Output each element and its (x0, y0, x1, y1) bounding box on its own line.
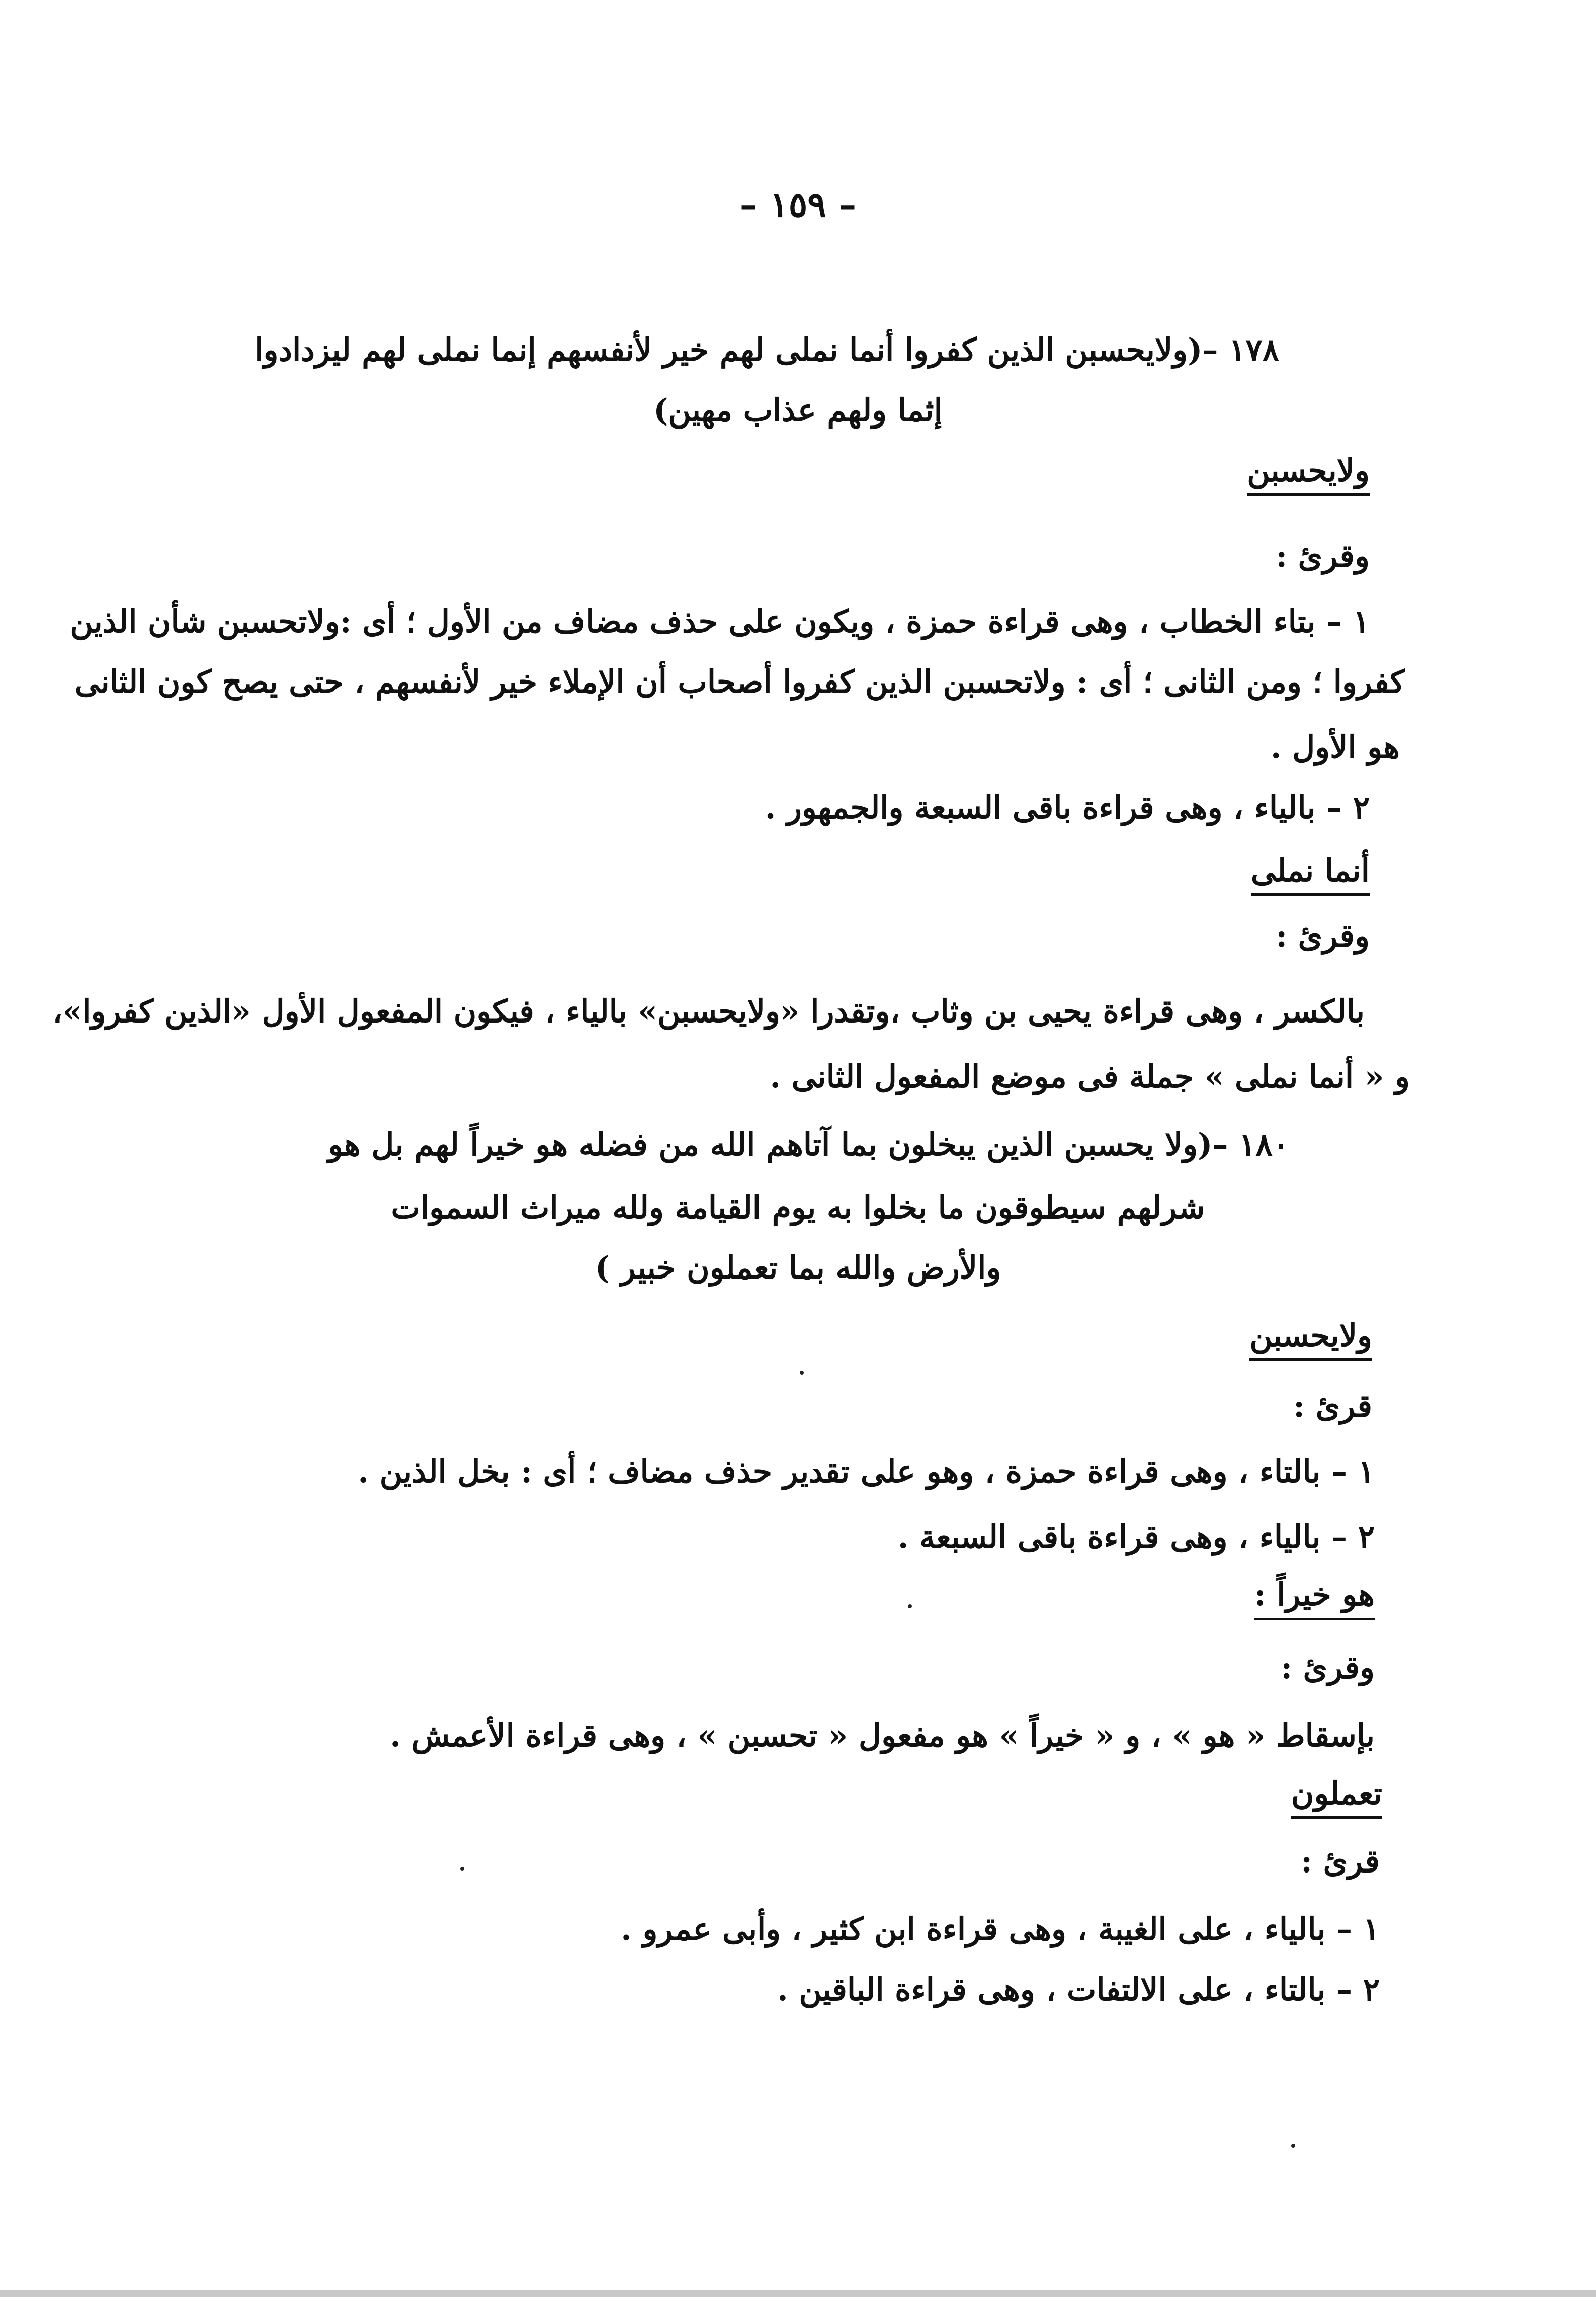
verse-180-line-2: شرلهم سيطوقون ما بخلوا به يوم القيامة ولله ميراث السموات (391, 1189, 1205, 1226)
paragraph-1-line-1: ١ – بتاء الخطاب ، وهى قراءة حمزة ، ويكون على حذف مضاف من الأول ؛ أى :ولاتحسبن شأن الذين (70, 603, 1370, 640)
page-number: – ١٥٩ – (739, 184, 857, 225)
qurie-label-5: قرئ : (1301, 1843, 1380, 1880)
scan-speck (908, 1604, 912, 1608)
paragraph-3-line-2: و « أنما نملى » جملة فى موضع المفعول الثانى . (770, 1058, 1410, 1095)
qurie-label-4: وقرئ : (1281, 1649, 1375, 1686)
heading-huwa-khayran: هو خيراً : (1254, 1579, 1375, 1620)
paragraph-7: ١ – بالياء ، على الغيبة ، وهى قراءة ابن كثير ، وأبى عمرو . (621, 1911, 1380, 1947)
paragraph-8: ٢ – بالتاء ، على الالتفات ، وهى قراءة الباقين . (777, 1971, 1380, 2008)
paragraph-6: بإسقاط « هو » ، و « خيراً » هو مفعول « تحسبن » ، وهى قراءة الأعمش . (390, 1717, 1375, 1754)
verse-180-line-1: ١٨٠ –(ولا يحسبن الذين يبخلون بما آتاهم الله من فضله هو خيراً لهم بل هو (327, 1126, 1289, 1163)
scan-speck (1291, 2144, 1295, 2148)
paragraph-1-line-3: هو الأول . (1270, 729, 1400, 765)
paragraph-5: ٢ – بالياء ، وهى قراءة باقى السبعة . (897, 1518, 1375, 1555)
heading-wala-yahsabanna-1: ولايحسبن (1247, 455, 1370, 496)
page-bottom-edge (0, 2290, 1596, 2297)
heading-taamaloon: تعملون (1291, 1778, 1382, 1819)
verse-178-line-2: إثما ولهم عذاب مهين) (653, 392, 943, 429)
qurie-label-3: قرئ : (1293, 1388, 1372, 1424)
qurie-label-1: وقرئ : (1276, 538, 1370, 574)
paragraph-1-line-2: كفروا ؛ ومن الثانى ؛ أى : ولاتحسبن الذين كفروا أصحاب أن الإملاء خير لأنفسهم ، حتى يصح كون الثانى (74, 663, 1405, 700)
verse-178-line-1: ١٧٨ –(ولايحسبن الذين كفروا أنما نملى لهم خير لأنفسهم إنما نملى لهم ليزدادوا (255, 331, 1279, 368)
scan-speck (460, 1867, 464, 1871)
heading-annama-numli: أنما نملى (1251, 855, 1370, 896)
heading-wala-yahsabanna-2: ولايحسبن (1249, 1320, 1372, 1361)
paragraph-3-line-1: بالكسر ، وهى قراءة يحيى بن وثاب ،وتقدرا «ولايحسبن» بالياء ، فيكون المفعول الأول «الذين كفروا»، (52, 993, 1365, 1030)
paragraph-4: ١ – بالتاء ، وهى قراءة حمزة ، وهو على تقدير حذف مضاف ؛ أى : بخل الذين . (358, 1453, 1375, 1490)
paragraph-2: ٢ – بالياء ، وهى قراءة باقى السبعة والجمهور . (765, 789, 1370, 826)
verse-180-line-3: والأرض والله بما تعملون خبير ) (595, 1249, 1001, 1286)
qurie-label-2: وقرئ : (1276, 917, 1370, 954)
scan-speck (800, 1371, 804, 1375)
